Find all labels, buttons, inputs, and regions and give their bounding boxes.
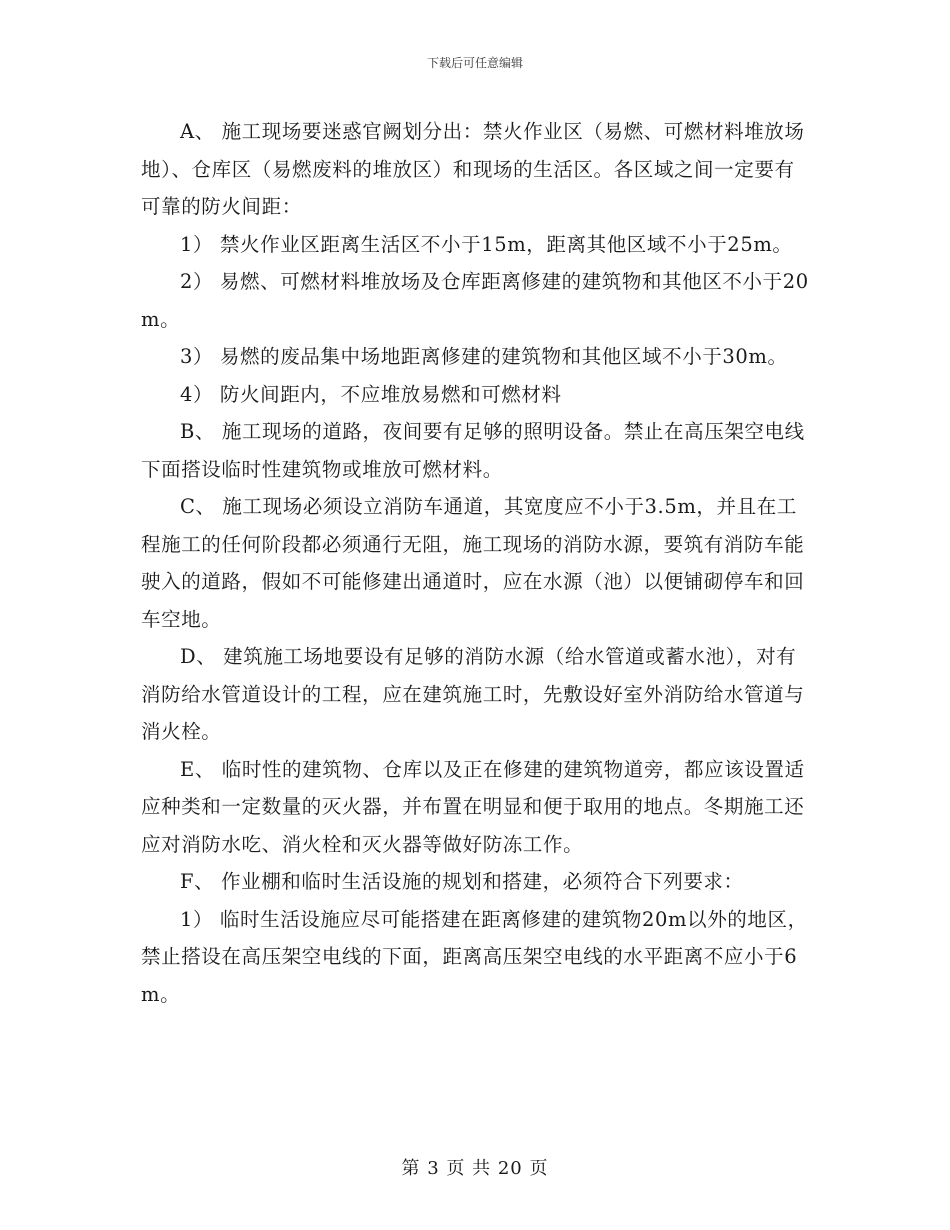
paragraph-e: E、 临时性的建筑物、仓库以及正在修建的建筑物道旁，都应该设置适应种类和一定数量的灭火器，并布置在明显和便于取用的地点。冬期施工还应对消防水吃、消火栓和灭火器等做好防冻工作。 xyxy=(141,757,805,856)
paragraph-a-3: 3） 易燃的废品集中场地距离修建的建筑物和其他区域不小于30m。 xyxy=(180,345,788,368)
paragraph-a-1: 1） 禁火作业区距离生活区不小于15m，距离其他区域不小于25m。 xyxy=(180,232,793,256)
paragraph-a-4: 4） 防火间距内，不应堆放易燃和可燃材料 xyxy=(180,382,562,406)
paragraph-a-2: 2） 易燃、可燃材料堆放场及仓库距离修建的建筑物和其他区不小于20m。 xyxy=(141,270,809,331)
paragraph-c: C、 施工现场必须设立消防车通道，其宽度应不小于3.5m，并且在工程施工的任何阶段都必须通行无阻，施工现场的消防水源，要筑有消防车能驶入的道路，假如不可能修建出通道时，应在水源（池）以便铺砌停车和回车空地。 xyxy=(141,495,805,631)
paragraph-d: D、 建筑施工场地要设有足够的消防水源（给水管道或蓄水池），对有消防给水管道设计的工程，应在建筑施工时，先敷设好室外消防给水管道与消火栓。 xyxy=(141,645,805,743)
paragraph-f: F、 作业棚和临时生活设施的规划和搭建，必须符合下列要求： xyxy=(180,870,744,893)
page-number: 第 3 页 共 20 页 xyxy=(401,1158,549,1179)
page-header: 下载后可任意编辑 xyxy=(426,56,523,70)
paragraph-a: A、 施工现场要迷惑官阙划分出：禁火作业区（易燃、可燃材料堆放场地）、仓库区（易燃废料的堆放区）和现场的生活区。各区域之间一定要有可靠的防火间距： xyxy=(141,120,805,218)
document-body xyxy=(141,113,809,1013)
paragraph-b: B、 施工现场的道路，夜间要有足够的照明设备。禁止在高压架空电线下面搭设临时性建筑物或堆放可燃材料。 xyxy=(141,420,805,481)
paragraph-f-1: 1） 临时生活设施应尽可能搭建在距离修建的建筑物20m以外的地区，禁止搭设在高压架空电线的下面，距离高压架空电线的水平距离不应小于6m。 xyxy=(141,907,808,1006)
